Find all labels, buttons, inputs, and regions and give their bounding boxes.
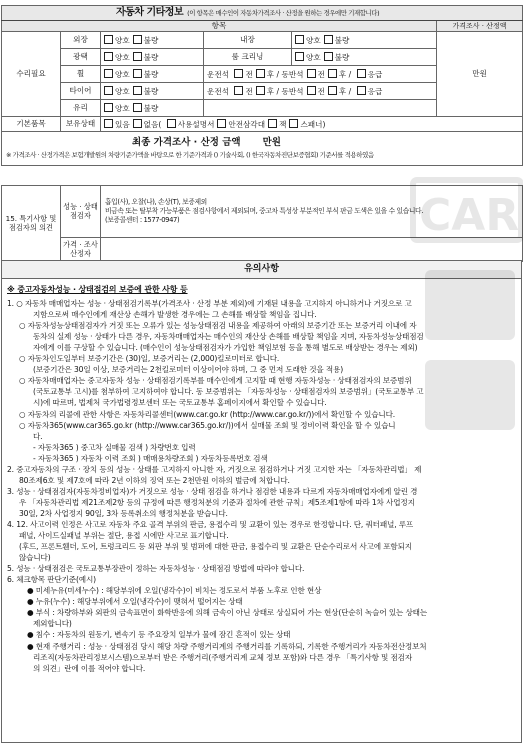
notes-line: 4. 12. 사고이력 인정은 사고로 자동차 주요 골격 부위의 판금, 용접수리 및 교환이 있는 경우로 한정합니다. 단, 쿼터패널, 루프 [7, 519, 414, 529]
notes-line: ● 침수 : 자동차의 원동기, 변속기 등 주요장치 일부가 물에 잠긴 흔적이 있는 상태 [27, 630, 291, 640]
notes-line: ● 누유(누수) : 해당부위에서 오일(냉각수)이 맺혀서 떨어지는 상태 [27, 597, 243, 607]
repair-price: 만원 [437, 32, 523, 117]
item-label: 룸 크리닝 [204, 49, 292, 66]
perf-inspector-text: 흡입(사), 오찰(나), 손상(T), 보증제외 비금속 또는 탈부착 가능부품은 점검사항에서 제외되며, 중고차 특성상 부분적인 부식 판금 도색은 있을 수 있습니다. (보증콜센터 : 1577-0947) [101, 186, 523, 238]
notes-line: 우 「자동차관리법 제21조제2항 등의 규정에 따른 행정처분의 기준과 절차에 관한 규칙」제5조제1항에 따라 1차 사업정지 [19, 497, 415, 507]
checkbox[interactable] [328, 69, 337, 78]
seat-checks: 운전석 전 후 / 동반석 전 후 / 응급 [204, 83, 523, 100]
empty-cell [204, 100, 523, 117]
final-price-unit: 만원 [262, 136, 281, 148]
checkbox[interactable] [268, 119, 277, 128]
notes-line: 지함으로써 매수인에게 재산상 손해가 발생한 경우에는 그 손해를 배상할 책임을 집니다. [33, 310, 317, 320]
checkbox[interactable] [234, 86, 243, 95]
price-inspector-text [101, 238, 523, 262]
basic-checks: 있음 없음( 사용설명서 안전삼각대 잭 스패너) [101, 117, 523, 132]
notes-line: 3. 성능 · 상태점검자(자동차정비업자)가 거짓으로 성능 · 상태 점검을 하거나 점검한 내용과 다르게 자동차매매업자에게 알린 경 [7, 486, 418, 496]
notes-line: - 자동차365 ) 중고차 실매물 검색 ) 차량번호 입력 [33, 442, 196, 452]
checkbox[interactable] [167, 119, 176, 128]
notes-line: ○ 자동차365(www.car365.go.kr (http://www.car365.go.kr/))에서 실매물 조회 및 정비이력 확인을 할 수 있습니 [19, 420, 396, 430]
notes-line: 의 의견」란에 이를 적어야 합니다. [33, 663, 146, 673]
checkbox[interactable] [357, 69, 366, 78]
checkbox[interactable] [133, 69, 142, 78]
notes-line: 다. [33, 431, 43, 441]
condition-checks: 양호 불량 [101, 32, 204, 49]
item-label: 외장 [61, 32, 101, 49]
perf-inspector-label: 성능 · 상태 점검자 [61, 186, 101, 238]
checkbox[interactable] [217, 119, 226, 128]
notes-body [2, 279, 521, 674]
checkbox[interactable] [133, 52, 142, 61]
condition-checks: 양호 불량 [292, 49, 437, 66]
checkbox[interactable] [307, 69, 316, 78]
notes-line: ○ 자동차매매업자는 중고자동차 성능 · 상태점검기록부를 매수인에게 고지할 때 현행 자동차성능 · 상태점검자의 보증범위 [19, 376, 412, 386]
notes-line: 5. 성능 · 상태점검은 국토교통부장관이 정하는 자동차성능 · 상태점검 방법에 따라야 합니다. [7, 564, 305, 574]
other-info-table [1, 5, 523, 166]
checkbox[interactable] [295, 52, 304, 61]
repair-row-4 [2, 83, 523, 100]
price-header: 가격조사 · 산정액 [437, 21, 523, 32]
notes-lines [7, 298, 517, 674]
checkbox[interactable] [104, 103, 113, 112]
basic-sub-label: 보유상태 [61, 117, 101, 132]
repair-row-5 [2, 100, 523, 117]
checkbox[interactable] [324, 52, 333, 61]
checkbox[interactable] [357, 86, 366, 95]
checkbox[interactable] [133, 103, 142, 112]
notes-line: ● 미세누유(미세누수) : 해당부위에 오일(냉각수)이 비치는 정도로서 부품 노후로 인한 현상 [27, 586, 322, 596]
basic-items-row [2, 117, 523, 132]
condition-checks: 양호 불량 [101, 66, 204, 83]
checkbox[interactable] [256, 86, 265, 95]
notes-line: 동차의 실제 성능 · 상태가 다른 경우, 자동차매매업자는 매수인의 재산상 손해를 배상할 책임을 지며, 자동차성능상태점검 [33, 332, 424, 342]
checkbox[interactable] [133, 119, 142, 128]
notes-line: 30일, 2차 사업정지 90일, 3차 등록취소의 행정처분을 받습니다. [19, 508, 228, 518]
notes-line: (국토교통부 고시)를 첨부하여 고지하여야 합니다. 동 보증범위는 「자동차성능 · 상태점검자의 보증범위」(국토교통부 고 [33, 387, 424, 397]
notes-line: 2. 중고자동차의 구조 · 장치 등의 성능 · 상태를 고지하지 아니한 자, 거짓으로 점검하거나 거짓 고지한 자는 「자동차관리법」 제 [7, 464, 422, 474]
notes-line: 않습니다) [19, 553, 51, 563]
repair-row-1 [2, 32, 523, 49]
checkbox[interactable] [133, 35, 142, 44]
basic-label: 기본품목 [2, 117, 61, 132]
item-label: 내장 [204, 32, 292, 49]
checkbox[interactable] [295, 35, 304, 44]
checkbox[interactable] [104, 119, 113, 128]
notes-line: 6. 체크항목 판단기준(예시) [7, 575, 96, 585]
checkbox[interactable] [328, 86, 337, 95]
notes-line: 1. ○ 자동차 매매업자는 성능 · 상태점검기록부(가격조사 · 산정 부분 제외)에 기재된 내용을 고지하지 아니하거나 거짓으로 고 [7, 299, 412, 309]
final-price-row [2, 132, 523, 166]
special-notes-table [1, 185, 523, 262]
checkbox[interactable] [256, 69, 265, 78]
checkbox[interactable] [307, 86, 316, 95]
checkbox[interactable] [289, 119, 298, 128]
item-header: 항목 [2, 21, 437, 32]
checkbox[interactable] [133, 86, 142, 95]
svg-text:CAR: CAR [419, 190, 520, 241]
item-label: 휠 [61, 66, 101, 83]
notes-line: - 자동차365 ) 자동차 이력 조회 ) 매매용차량조회 ) 자동차등록번호 검색 [33, 453, 268, 463]
final-price-note: ※ 가격조사 · 산정가격은 보험개발원의 차량기준가액을 바탕으로 한 기준가격과 () 기술사회, () 한국자동차진단보증협회) 기준서를 적용하였음 [6, 150, 374, 159]
notes-line: (후드, 프론트휀더, 도어, 트렁크리드 등 외판 부위 및 범퍼에 대한 판금, 용접수리 및 교환은 단순수리로서 사고에 포함되지 [19, 542, 412, 552]
notes-section-title: ※ 중고자동차성능 · 상태점검의 보증에 관한 사항 등 [7, 285, 188, 294]
notes-section [1, 260, 522, 743]
notes-line: 80조제6호 및 제7호에 따라 2년 이하의 징역 또는 2천만원 이하의 벌금에 처합니다. [19, 475, 290, 485]
item-label: 광택 [61, 49, 101, 66]
checkbox[interactable] [324, 35, 333, 44]
notes-line: 자에게 이를 구상할 수 있습니다. (매수인이 성능상태점검자가 가입한 책임보험 등을 통해 별도로 배상받는 경우는 제외) [33, 343, 418, 353]
repair-row-3 [2, 66, 523, 83]
item-label: 타이어 [61, 83, 101, 100]
checkbox[interactable] [104, 52, 113, 61]
seat-checks: 운전석 전 후 / 동반석 전 후 / 응급 [204, 66, 523, 83]
notes-line: 시)에 따르며, 법제처 국가법령정보센터 또는 국토교통부 홈페이지에서 확인할 수 있습니다. [33, 398, 327, 408]
notes-line: ● 부식 : 차량하부와 외판의 금속표면이 화학반응에 의해 금속이 아닌 상태로 상실되어 가는 현상(단순히 녹슬어 있는 상태는 [27, 608, 428, 618]
notes-heading: 유의사항 [2, 261, 521, 279]
checkbox[interactable] [104, 86, 113, 95]
form-title: 자동차 기타정보 [116, 7, 184, 19]
notes-line: 패널, 사이드실패널 부위는 절단, 용접 시에만 사고로 표기합니다. [19, 531, 229, 541]
notes-line: ● 현재 주행거리 : 성능 · 상태점검 당시 해당 차량 주행거리계의 주행거리를 기록하되, 기록한 주행거리가 자동차전산정보처 [27, 641, 427, 651]
final-price-title: 최종 가격조사 · 산정 금액 [132, 136, 241, 148]
condition-checks: 양호 불량 [292, 32, 437, 49]
condition-checks: 양호 불량 [101, 83, 204, 100]
condition-checks: 양호 불량 [101, 100, 204, 117]
notes-line: 제외합니다) [33, 619, 72, 629]
checkbox[interactable] [234, 69, 243, 78]
notes-line: (보증기간은 30일 이상, 보증거리는 2천킬로미터 이상이어야 하며, 그 중 먼저 도래한 것을 적용) [33, 365, 344, 375]
notes-line: 리조직(자동차관리정보시스템)으로부터 받은 주행거리(주행거리계 교체 정보 포함)와 다른 경우 「특기사항 및 점검자 [33, 652, 413, 662]
condition-checks: 양호 불량 [101, 49, 204, 66]
special-label: 15. 특기사항 및 점검자의 의견 [2, 186, 61, 262]
repair-label: 수리필요 [2, 32, 61, 117]
price-inspector-label: 가격 · 조사 산정자 [61, 238, 101, 262]
notes-line: ○ 자동차성능상태점검자가 거짓 또는 오류가 있는 성능상태점검 내용을 제공하여 아래의 보증기간 또는 보증거리 이내에 자 [19, 321, 417, 331]
title-bar [2, 6, 523, 21]
form-title-note: (이 항목은 매수인이 자동차가격조사 · 산정을 원하는 경우에만 기재합니다) [187, 9, 380, 18]
checkbox[interactable] [104, 69, 113, 78]
checkbox[interactable] [104, 35, 113, 44]
final-price-cell [2, 132, 523, 166]
notes-line: ○ 자동차인도일부터 보증기간은 (30)일, 보증거리는 (2,000)킬로미터로 합니다. [19, 354, 280, 364]
item-label: 유리 [61, 100, 101, 117]
notes-line: ○ 자동차의 리콜에 관한 사항은 자동차리콜센터(www.car.go.kr (http://www.car.go.kr/))에서 확인할 수 있습니다. [19, 409, 396, 419]
